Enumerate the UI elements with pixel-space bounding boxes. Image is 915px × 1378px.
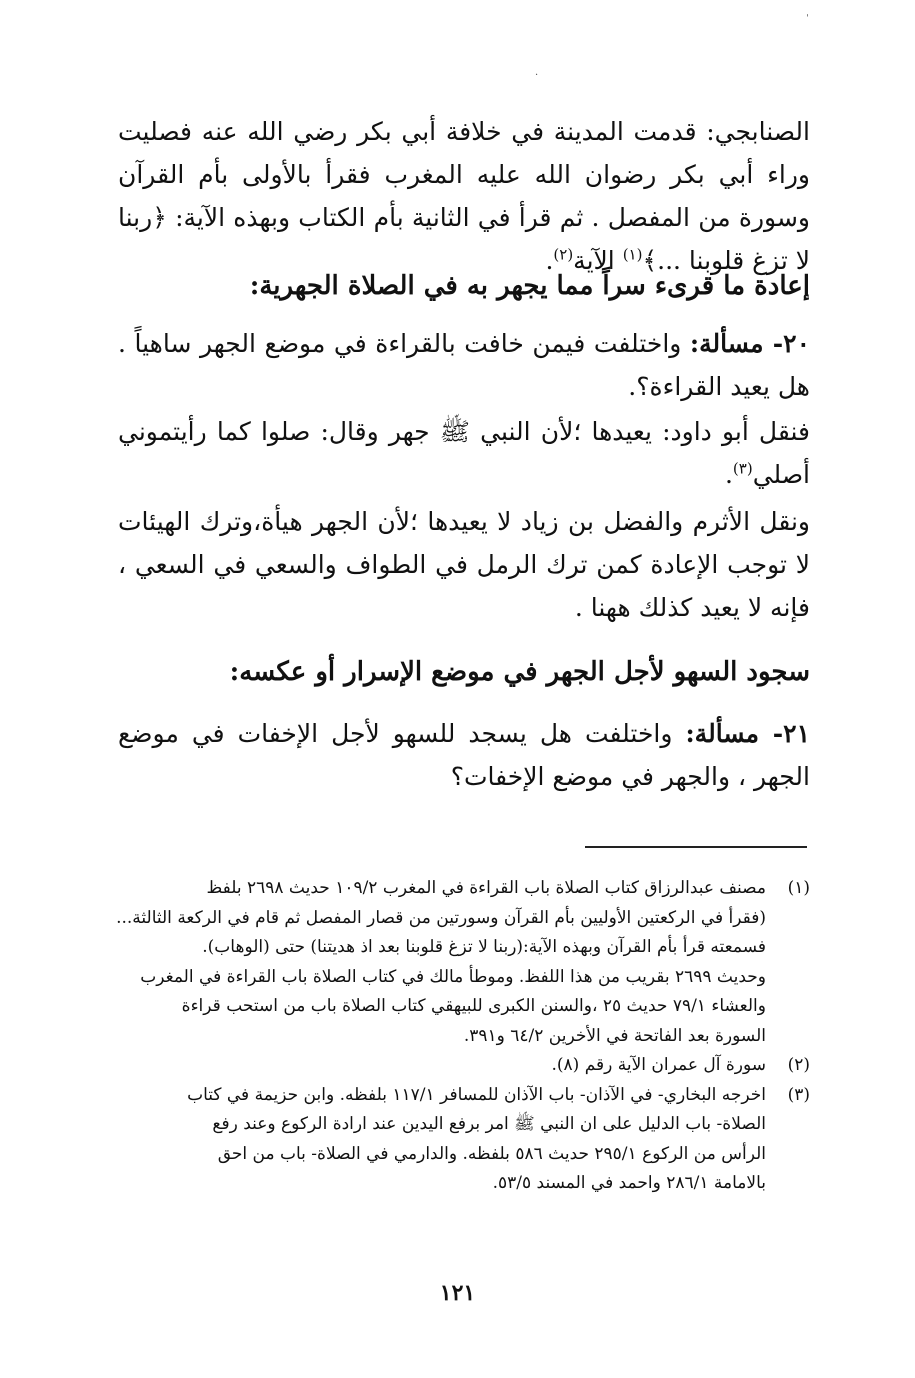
athram-text: ونقل الأثرم والفضل بن زياد لا يعيدها ؛لأن الجهر هيأة،وترك الهيئات لا توجب الإعادة كمن ترك الرمل في الطواف والسعي في السعي ، فإنه لا يعيد كذلك ههنا .	[118, 507, 810, 622]
question-21-number: ٢١- مسألة:	[685, 719, 810, 748]
footnote-ref-1[interactable]: (١)	[622, 245, 643, 264]
footnote-ref-3[interactable]: (٣)	[732, 459, 753, 478]
footnote-line: سورة آل عمران الآية رقم (٨).	[551, 1055, 766, 1075]
footnote-line: فسمعته قرأ بأم القرآن وبهذه الآية:(ربنا لا تزغ قلوبنا بعد اذ هديتنا) حتى (الوهاب).	[202, 937, 766, 957]
page-number: ١٢١	[439, 1280, 476, 1306]
intro-line-2: بكر رضوان الله عليه المغرب فقرأ بالأولى بأم القرآن وسورة من المفصل . ثم	[118, 160, 810, 232]
footnote-3	[110, 1081, 810, 1199]
scan-speck: ˈ	[806, 14, 809, 25]
section-heading-reading: إعادة ما قرىء سراً مما يجهر به في الصلاة الجهرية:	[249, 271, 810, 301]
footnote-line: الصلاة- باب الدليل على ان النبي ﷺ امر برفع اليدين عند ارادة الركوع وعند رفع	[212, 1114, 766, 1134]
abu-dawud-text: فنقل أبو داود: يعيدها ؛لأن النبي ﷺ جهر وقال: صلوا كما رأيتموني أصلي	[118, 417, 810, 489]
footnote-ref-2[interactable]: (٢)	[553, 245, 574, 264]
athram-paragraph	[118, 500, 810, 629]
footnote-3-number: (٣)	[787, 1084, 810, 1105]
footnote-3-text	[110, 1081, 766, 1199]
footnote-line: السورة بعد الفاتحة في الأخرين ٦٤/٢ و٣٩١.	[463, 1025, 766, 1046]
intro-line-3-end: .	[545, 246, 554, 275]
abu-dawud-paragraph	[118, 410, 810, 496]
intro-paragraph	[118, 110, 810, 282]
footnote-2-number: (٢)	[787, 1055, 810, 1075]
footnote-line: الرأس من الركوع ٢٩٥/١ حديث ٥٨٦ بلفظه. والدارمي في الصلاة- باب من احق	[217, 1143, 766, 1164]
section-heading-sujud: سجود السهو لأجل الجهر في موضع الإسرار أو عكسه:	[229, 657, 810, 687]
question-20	[118, 322, 810, 408]
question-21	[118, 712, 810, 798]
footnote-line: اخرجه البخاري- في الآذان- باب الآذان للمسافر ١١٧/١ بلفظه. وابن حزيمة في كتاب	[187, 1084, 766, 1105]
footnote-line: والعشاء ٧٩/١ حديث ٢٥ ،والسنن الكبرى للبيهقي كتاب الصلاة باب من استحب قراءة	[181, 996, 766, 1016]
footnote-line: وحديث ٢٦٩٩ بقريب من هذا اللفظ. وموطأ مالك في كتاب الصلاة باب القراءة في المغرب	[140, 966, 766, 987]
footnote-line: مصنف عبدالرزاق كتاب الصلاة باب القراءة في المغرب ١٠٩/٢ حديث ٢٦٩٨ بلفظ	[206, 878, 766, 898]
footnote-2-text	[110, 1051, 766, 1081]
question-20-text: واختلفت فيمن خافت بالقراءة في موضع الجهر ساهياً . هل يعيد القراءة؟.	[118, 329, 810, 401]
footnote-2	[110, 1051, 810, 1081]
footnote-1-text	[110, 874, 766, 1051]
footnote-divider	[585, 846, 807, 848]
intro-line-1: الصنابجي: قدمت المدينة في خلافة أبي بكر رضي الله عنه فصليت وراء أبي	[118, 117, 810, 189]
footnote-line: (فقرأ في الركعتين الأوليين بأم القرآن وسورتين من قصار المفصل ثم قام في الركعة الثالثة...	[116, 907, 766, 928]
footnote-1	[110, 874, 810, 1051]
question-21-text: واختلفت هل يسجد للسهو لأجل الإخفات في موضع الجهر ، والجهر في موضع الإخفات؟	[118, 719, 810, 791]
footnote-line: بالامامة ٢٨٦/١ واحمد في المسند ٥٣/٥.	[492, 1173, 766, 1193]
scan-speck: ·	[535, 70, 539, 81]
question-20-number: ٢٠- مسألة:	[689, 329, 811, 358]
intro-line-3-tail: الآية	[573, 246, 623, 275]
intro-line-3: قرأ في الثانية بأم الكتاب وبهذه الآية: ﴿ربنا لا تزغ قلوبنا ...﴾	[118, 203, 810, 275]
footnotes	[110, 874, 810, 1199]
footnote-1-number: (١)	[787, 878, 810, 898]
abu-dawud-end: .	[724, 460, 733, 489]
